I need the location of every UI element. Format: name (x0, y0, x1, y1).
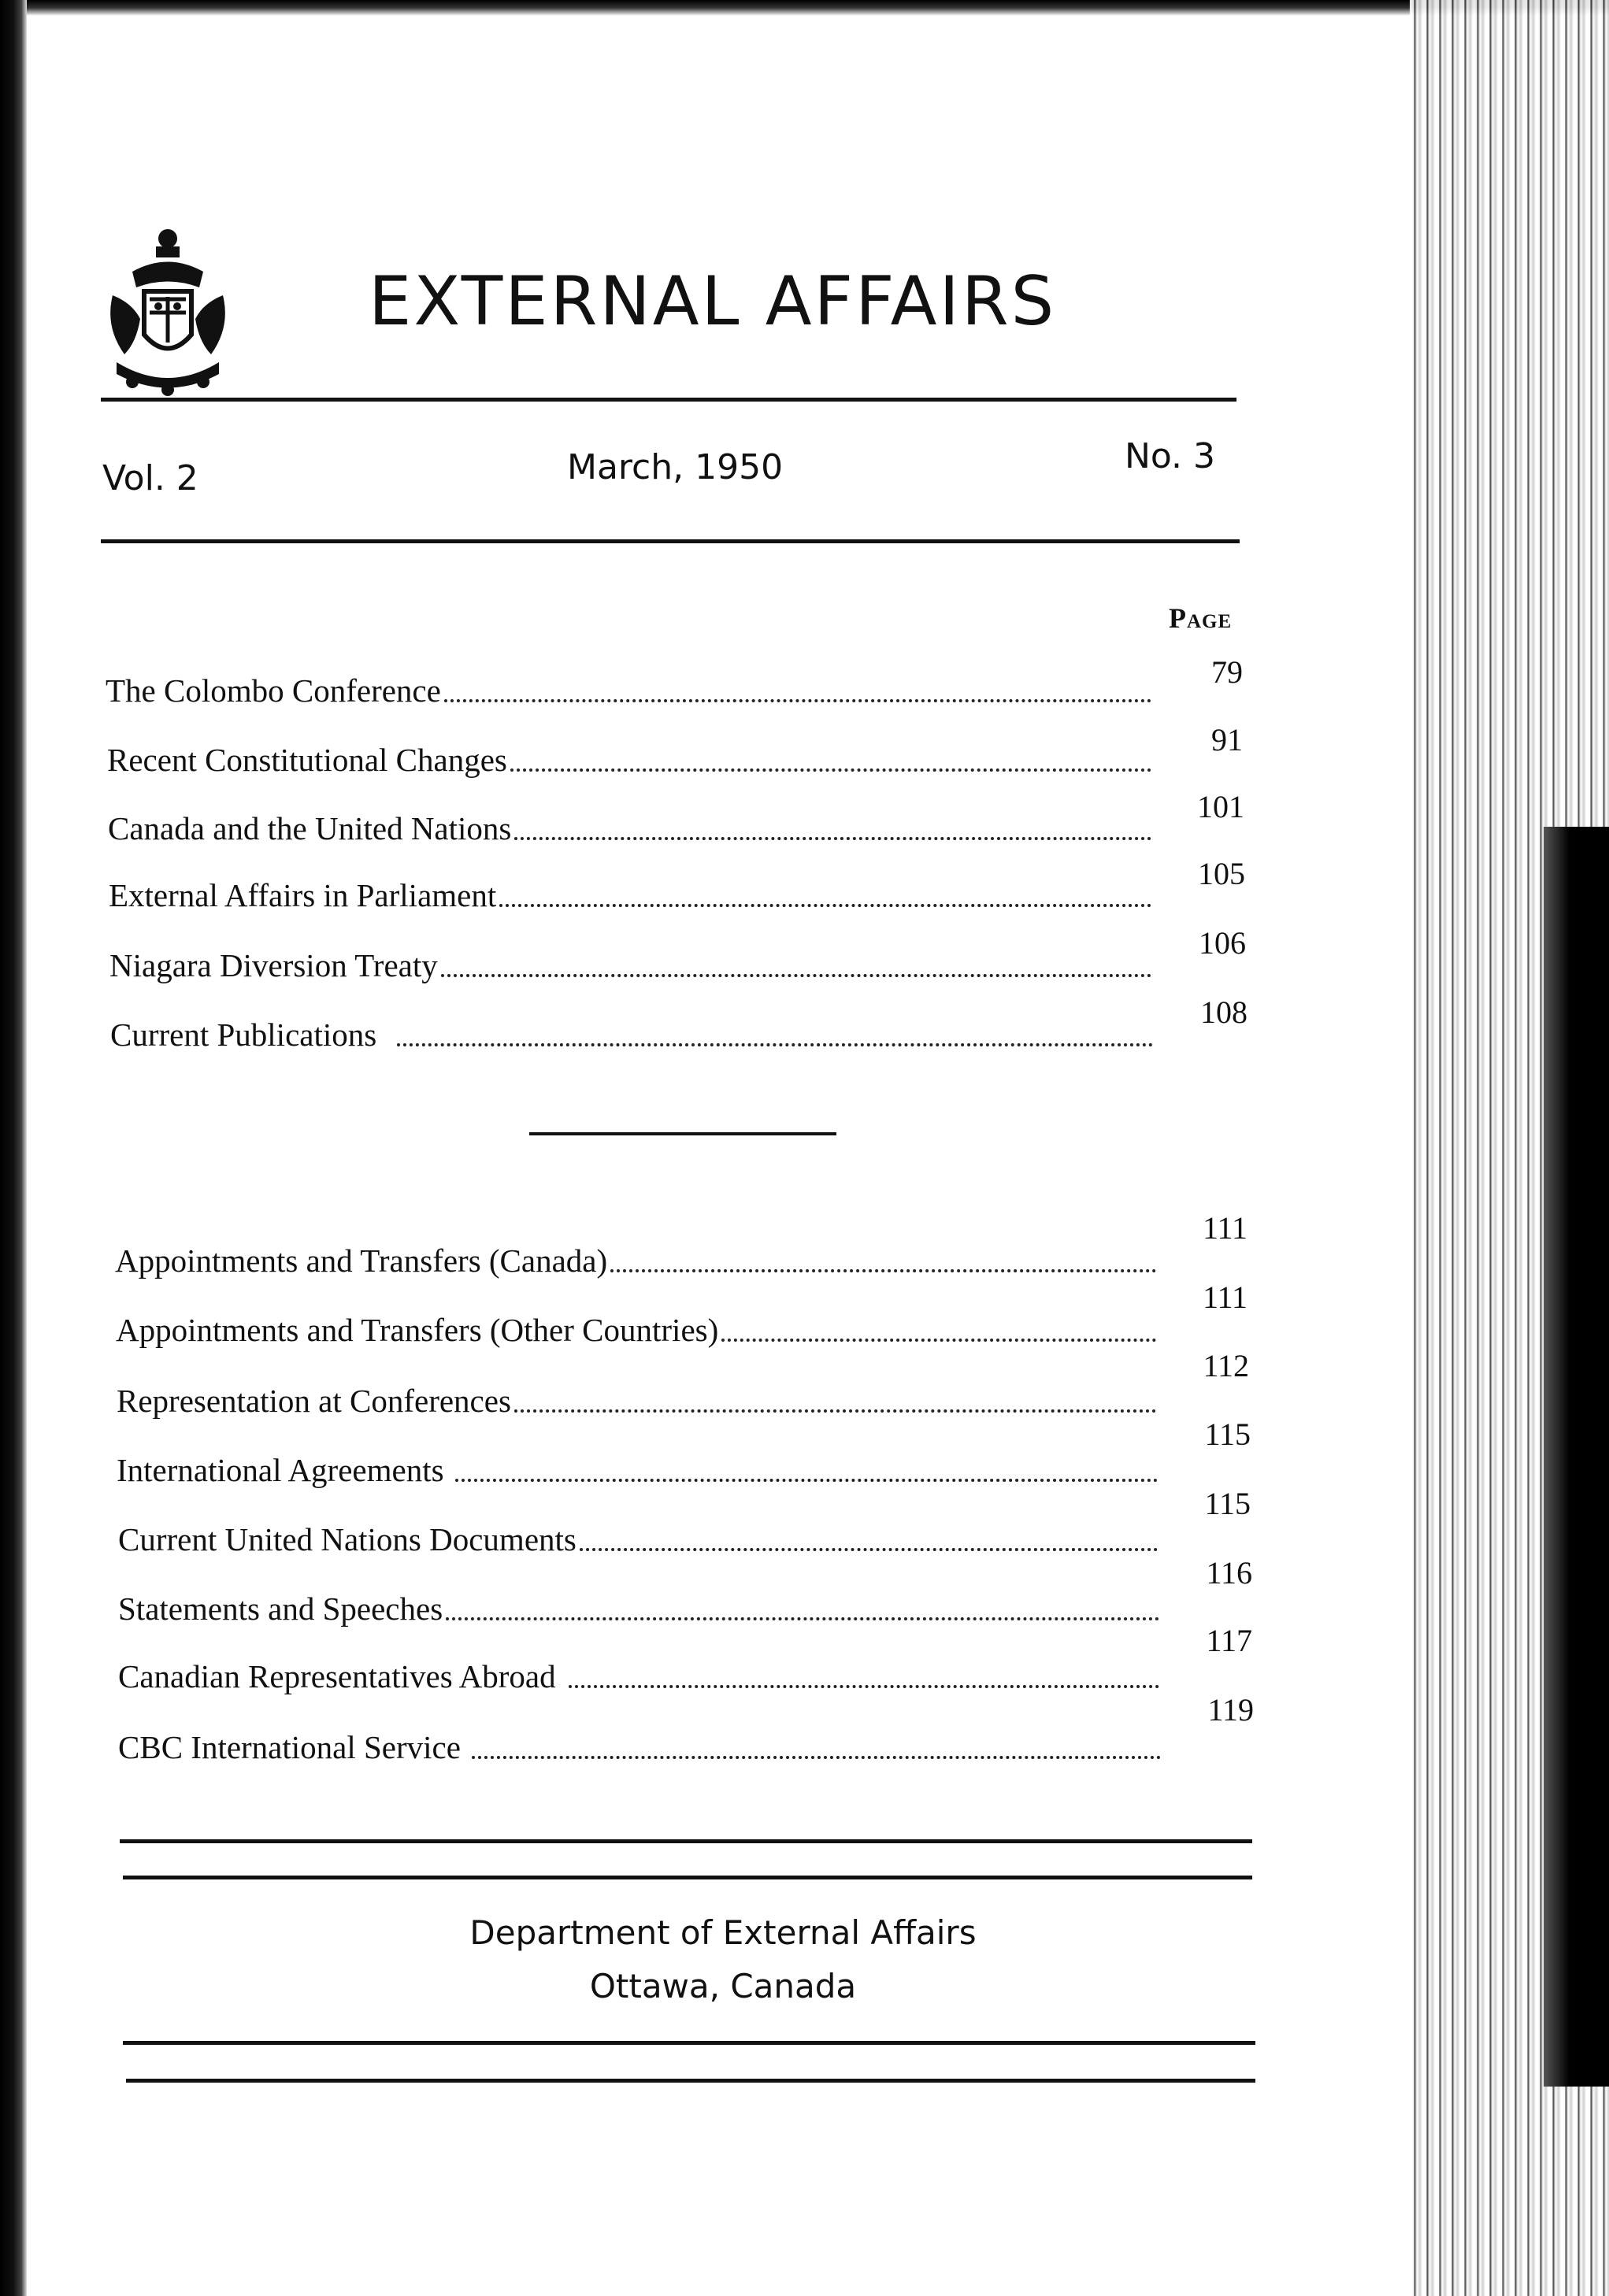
toc-entry-page: 106 (1199, 925, 1246, 961)
footer-bottom-rule-2 (126, 2079, 1255, 2083)
toc-entry (107, 737, 1161, 776)
toc-leader-dots (510, 768, 1151, 772)
toc-entry-page: 116 (1206, 1555, 1252, 1591)
department-name: Department of External Affairs (469, 1913, 977, 1952)
toc-entry (118, 1586, 1169, 1625)
toc-entry-title: External Affairs in Parliament (109, 877, 497, 913)
toc-leader-dots (610, 1269, 1156, 1272)
toc-entry-title: Statements and Speeches (118, 1591, 443, 1627)
footer-bottom-rule (123, 2041, 1255, 2045)
toc-entry (118, 1653, 1169, 1693)
toc-entry (118, 1516, 1167, 1556)
issue-number: No. 3 (1125, 436, 1216, 476)
toc-entry (116, 1307, 1166, 1346)
toc-entry-title: Current United Nations Documents (118, 1521, 576, 1557)
toc-entry-title: Recent Constitutional Changes (107, 742, 507, 778)
toc-leader-dots (446, 1617, 1159, 1620)
toc-entry (106, 668, 1161, 707)
toc-entry-page: 105 (1198, 856, 1245, 891)
toc-entry (109, 942, 1161, 982)
toc-entry-title: Representation at Conferences (117, 1383, 511, 1419)
masthead-bottom-rule (101, 539, 1240, 543)
toc-entry (110, 1012, 1162, 1051)
issue-date: March, 1950 (567, 447, 784, 487)
masthead-top-rule (101, 398, 1236, 402)
section-divider (529, 1132, 836, 1135)
toc-leader-dots (721, 1339, 1156, 1342)
page-stack-shadow (1544, 827, 1609, 2087)
toc-entry-page: 79 (1211, 654, 1243, 690)
toc-leader-dots (569, 1685, 1159, 1688)
toc-entry-page: 91 (1211, 722, 1243, 757)
toc-entry-title: Appointments and Transfers (Canada) (115, 1242, 608, 1279)
toc-entry-page: 112 (1203, 1348, 1249, 1383)
footer-top-rule-2 (123, 1876, 1252, 1879)
toc-entry-title: CBC International Service (118, 1729, 461, 1765)
toc-leader-dots (441, 974, 1151, 977)
toc-entry (118, 1724, 1170, 1764)
toc-entry-title: Current Publications (110, 1017, 377, 1053)
toc-leader-dots (397, 1043, 1153, 1046)
toc-leader-dots (444, 699, 1151, 702)
toc-leader-dots (514, 837, 1151, 840)
toc-entry-page: 111 (1202, 1210, 1248, 1246)
toc-entry-title: Appointments and Transfers (Other Countries) (116, 1312, 719, 1348)
toc-entry-title: The Colombo Conference (106, 672, 441, 709)
toc-entry-page: 108 (1200, 994, 1248, 1030)
toc-leader-dots (472, 1756, 1161, 1759)
toc-entry (117, 1378, 1166, 1417)
volume-label: Vol. 2 (102, 458, 198, 498)
toc-entry (108, 805, 1161, 845)
footer-top-rule (120, 1839, 1252, 1843)
toc-entry-page: 117 (1206, 1623, 1252, 1658)
toc-leader-dots (580, 1548, 1158, 1551)
toc-entry-page: 101 (1197, 789, 1244, 824)
toc-leader-dots (514, 1409, 1156, 1413)
toc-entry-page: 115 (1204, 1486, 1251, 1521)
toc-leader-dots (499, 904, 1151, 907)
department-location: Ottawa, Canada (589, 1967, 857, 2005)
toc-entry-page: 111 (1202, 1279, 1248, 1315)
toc-entry-page: 119 (1207, 1692, 1254, 1728)
toc-entry-title: Niagara Diversion Treaty (109, 947, 438, 983)
toc-entry (117, 1447, 1167, 1487)
page-column-heading: Page (1169, 602, 1233, 634)
toc-entry-title: Canada and the United Nations (108, 810, 512, 846)
publication-title: EXTERNAL AFFAIRS (369, 262, 1057, 341)
toc-leader-dots (455, 1479, 1158, 1482)
toc-entry-title: Canadian Representatives Abroad (118, 1658, 556, 1694)
toc-entry (115, 1238, 1166, 1277)
coat-of-arms-icon (101, 224, 235, 398)
toc-entry-title: International Agreements (117, 1452, 444, 1488)
toc-entry (109, 872, 1161, 912)
toc-entry-page: 115 (1204, 1416, 1251, 1452)
